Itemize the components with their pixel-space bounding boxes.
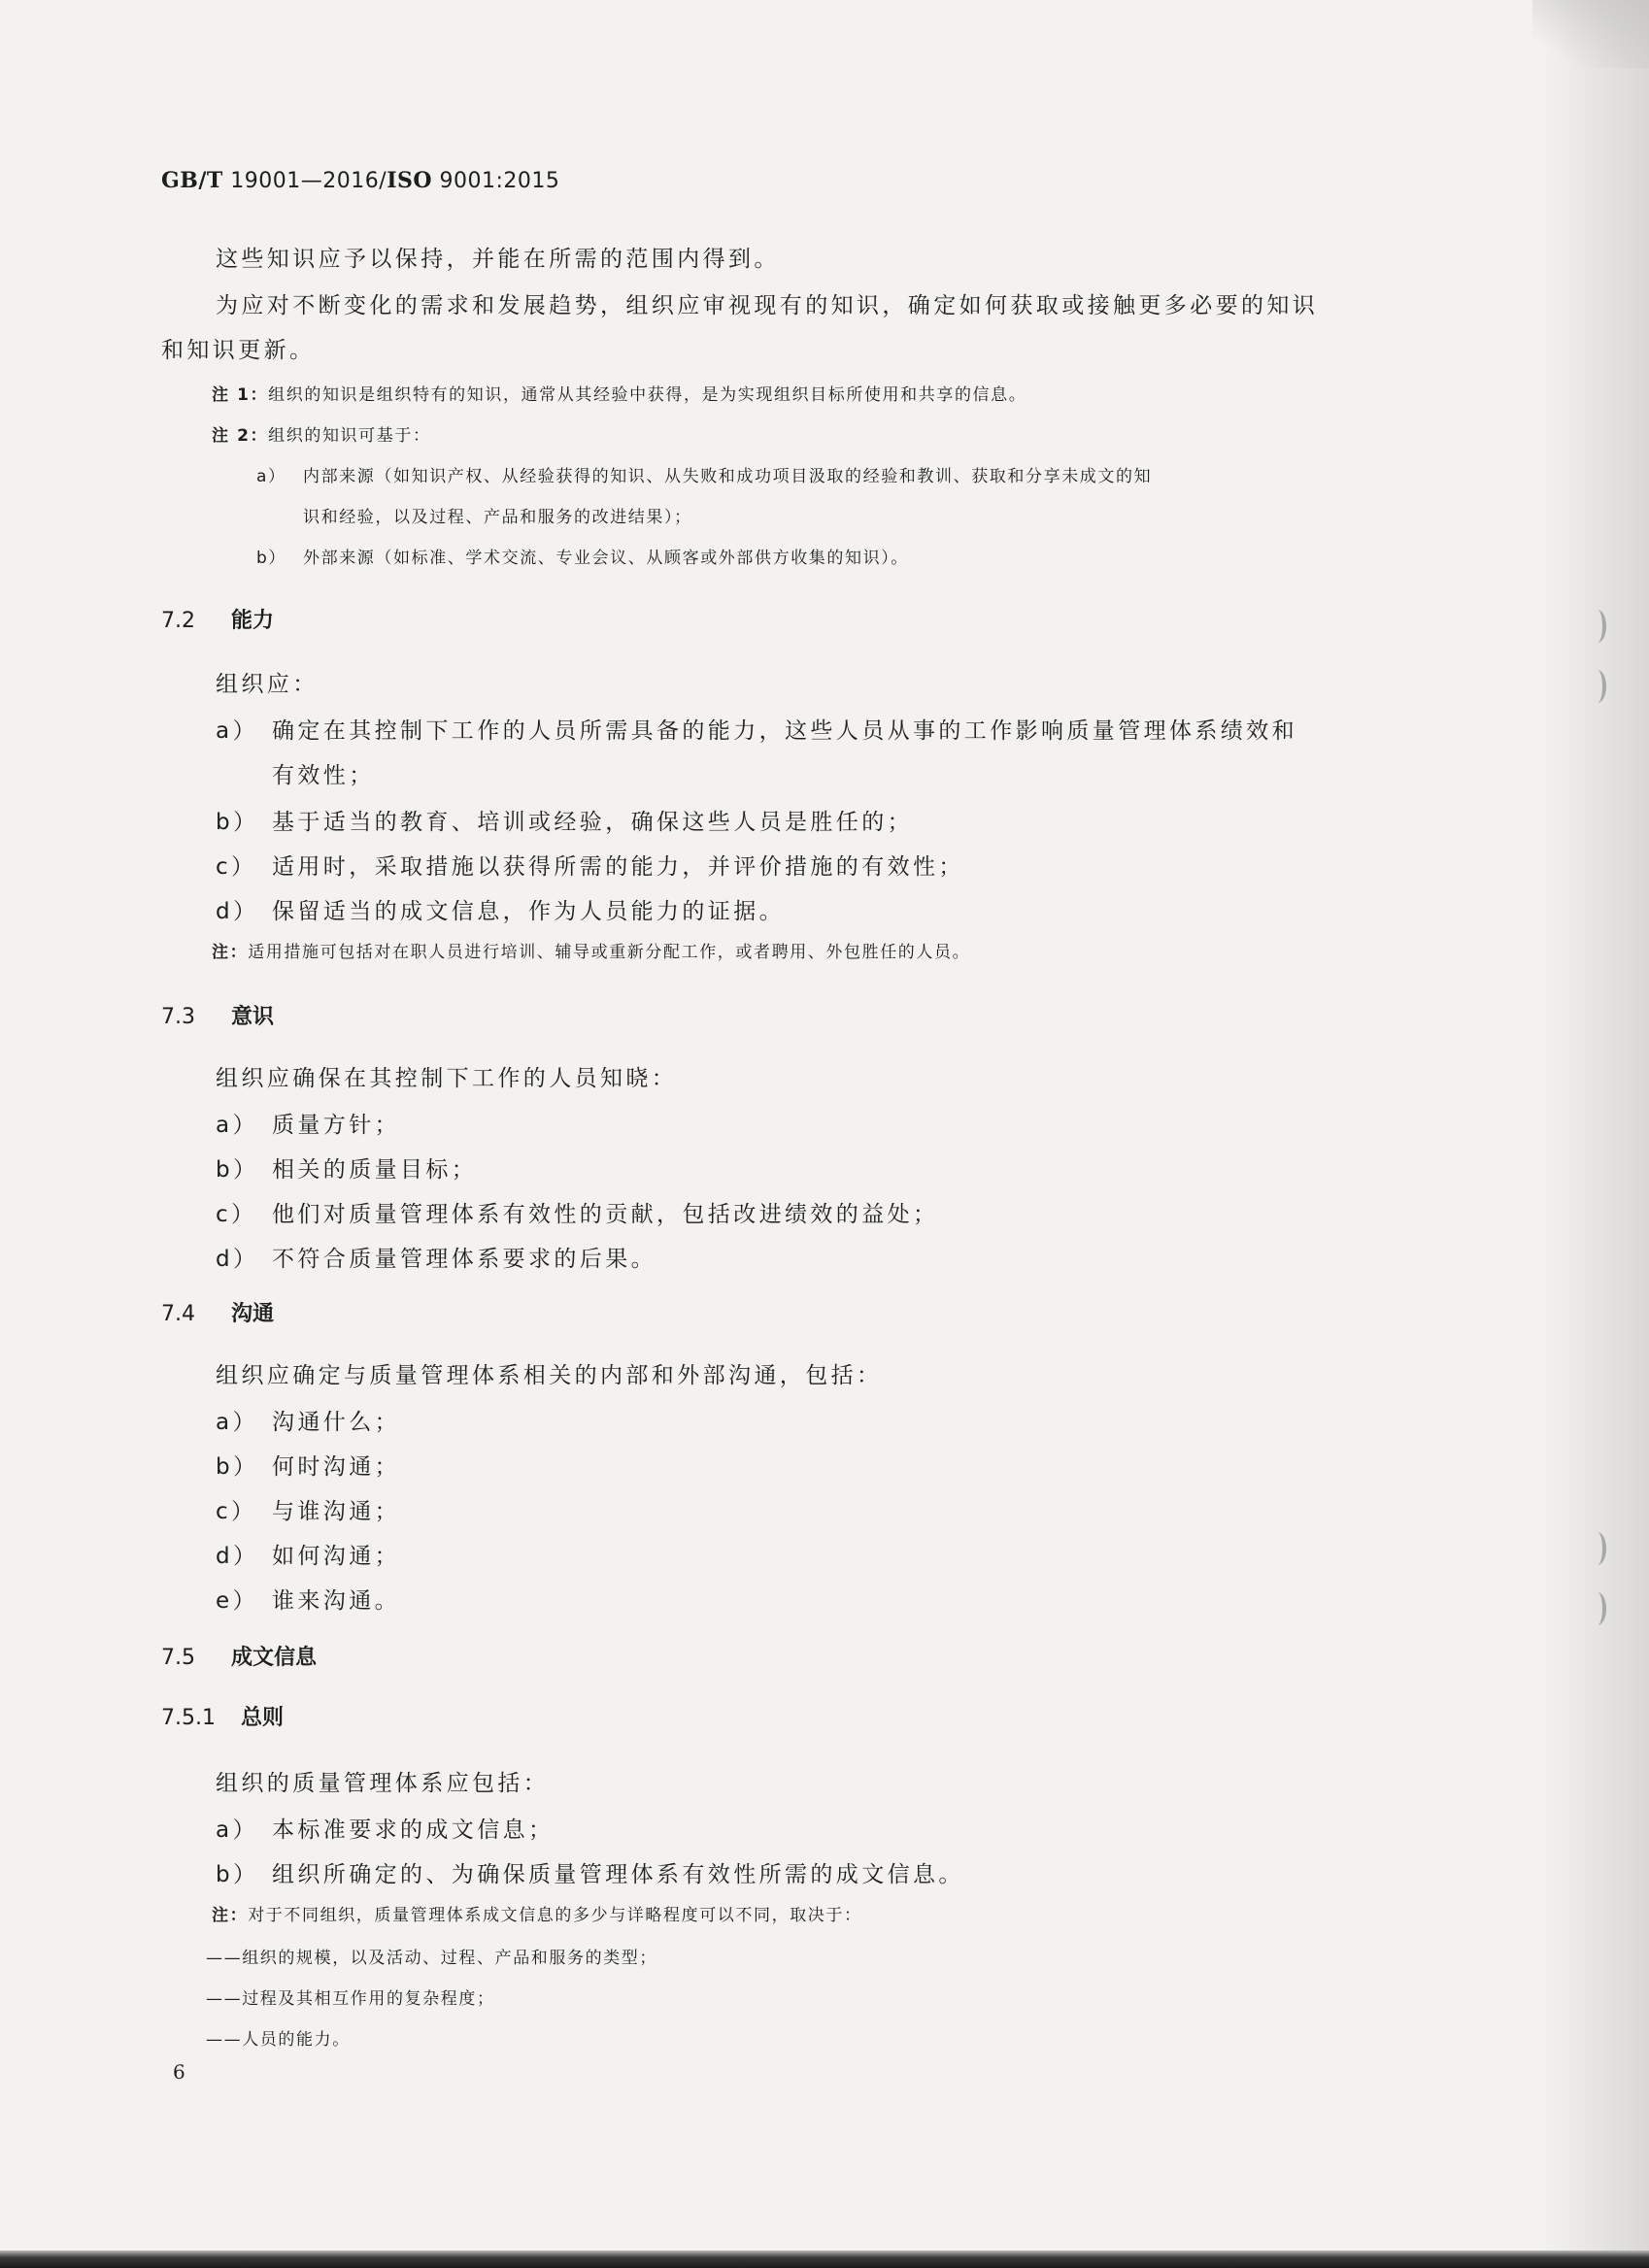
- paragraph: 组织应确定与质量管理体系相关的内部和外部沟通，包括：: [216, 1363, 883, 1388]
- list-marker: c）: [216, 854, 257, 880]
- list-marker: d）: [216, 1247, 259, 1272]
- note-list-marker: a）: [256, 467, 286, 486]
- list-item: 沟通什么；: [272, 1410, 400, 1435]
- paragraph: 为应对不断变化的需求和发展趋势，组织应审视现有的知识，确定如何获取或接触更多必要的知识: [216, 293, 1319, 318]
- dash-list-item: ——过程及其相互作用的复杂程度；: [206, 1989, 495, 2009]
- list-marker: a）: [216, 1410, 258, 1435]
- page-number: 6: [173, 2060, 185, 2084]
- list-item: 确定在其控制下工作的人员所需具备的能力，这些人员从事的工作影响质量管理体系绩效和: [272, 718, 1297, 744]
- section-heading-7-5-1: 7.5.1 总则: [161, 1706, 285, 1730]
- binding-mark: [1589, 610, 1606, 643]
- paragraph: 组织应确保在其控制下工作的人员知晓：: [216, 1066, 678, 1091]
- list-item: 他们对质量管理体系有效性的贡献，包括改进绩效的益处；: [272, 1202, 939, 1227]
- list-item: 保留适当的成文信息，作为人员能力的证据。: [272, 899, 785, 924]
- list-item: 基于适当的教育、培训或经验，确保这些人员是胜任的；: [272, 810, 913, 835]
- list-item: 与谁沟通；: [272, 1499, 400, 1524]
- list-marker: b）: [216, 810, 259, 835]
- list-marker: c）: [216, 1202, 257, 1227]
- list-item: 不符合质量管理体系要求的后果。: [272, 1247, 656, 1272]
- list-marker: b）: [216, 1862, 259, 1887]
- note-list-item: 外部来源（如标准、学术交流、专业会议、从顾客或外部供方收集的知识）。: [303, 549, 909, 568]
- section-heading-7-3: 7.3 意识: [161, 1005, 275, 1029]
- page-corner-shadow: [1532, 0, 1649, 68]
- note-list-item-continuation: 识和经验，以及过程、产品和服务的改进结果）；: [303, 508, 692, 527]
- list-marker: a）: [216, 1113, 258, 1138]
- list-item: 谁来沟通。: [272, 1588, 400, 1614]
- paragraph-continuation: 和知识更新。: [161, 338, 316, 363]
- note-list-marker: b）: [256, 549, 286, 568]
- note: 注：适用措施可包括对在职人员进行培训、辅导或重新分配工作，或者聘用、外包胜任的人员。: [212, 943, 971, 962]
- list-marker: e）: [216, 1588, 258, 1614]
- list-item: 何时沟通；: [272, 1454, 400, 1480]
- list-item: 相关的质量目标；: [272, 1157, 478, 1183]
- list-marker: d）: [216, 1544, 259, 1569]
- list-marker: d）: [216, 899, 259, 924]
- binding-mark: [1589, 670, 1606, 703]
- list-item: 本标准要求的成文信息；: [272, 1818, 555, 1843]
- list-item: 如何沟通；: [272, 1544, 400, 1569]
- binding-mark: [1589, 1532, 1606, 1565]
- binding-mark: [1589, 1592, 1606, 1625]
- paragraph: 组织应：: [216, 672, 319, 697]
- paragraph: 这些知识应予以保持，并能在所需的范围内得到。: [216, 247, 780, 272]
- note-1: 注 1：组织的知识是组织特有的知识，通常从其经验中获得，是为实现组织目标所使用和共享的信息。: [212, 385, 1027, 405]
- note-2: 注 2：组织的知识可基于：: [212, 426, 431, 446]
- section-heading-7-5: 7.5 成文信息: [161, 1646, 318, 1670]
- dash-list-item: ——人员的能力。: [206, 2030, 351, 2050]
- page-edge-shadow: [1542, 0, 1649, 2268]
- scan-bottom-edge: [0, 2251, 1649, 2268]
- list-item: 适用时，采取措施以获得所需的能力，并评价措施的有效性；: [272, 854, 964, 880]
- list-marker: b）: [216, 1157, 259, 1183]
- paragraph: 组织的质量管理体系应包括：: [216, 1771, 550, 1796]
- section-heading-7-2: 7.2 能力: [161, 609, 275, 633]
- list-marker: a）: [216, 718, 258, 744]
- list-item: 质量方针；: [272, 1113, 400, 1138]
- section-heading-7-4: 7.4 沟通: [161, 1302, 275, 1326]
- page-header-standard-code: GB/T 19001—2016/ISO 9001:2015: [161, 168, 560, 193]
- list-marker: c）: [216, 1499, 257, 1524]
- list-item: 组织所确定的、为确保质量管理体系有效性所需的成文信息。: [272, 1862, 964, 1887]
- note: 注：对于不同组织，质量管理体系成文信息的多少与详略程度可以不同，取决于：: [212, 1906, 862, 1925]
- dash-list-item: ——组织的规模，以及活动、过程、产品和服务的类型；: [206, 1949, 657, 1968]
- list-marker: a）: [216, 1818, 258, 1843]
- note-list-item: 内部来源（如知识产权、从经验获得的知识、从失败和成功项目汲取的经验和教训、获取和分享未成文的知: [303, 467, 1153, 486]
- list-marker: b）: [216, 1454, 259, 1480]
- list-item-continuation: 有效性；: [272, 763, 375, 788]
